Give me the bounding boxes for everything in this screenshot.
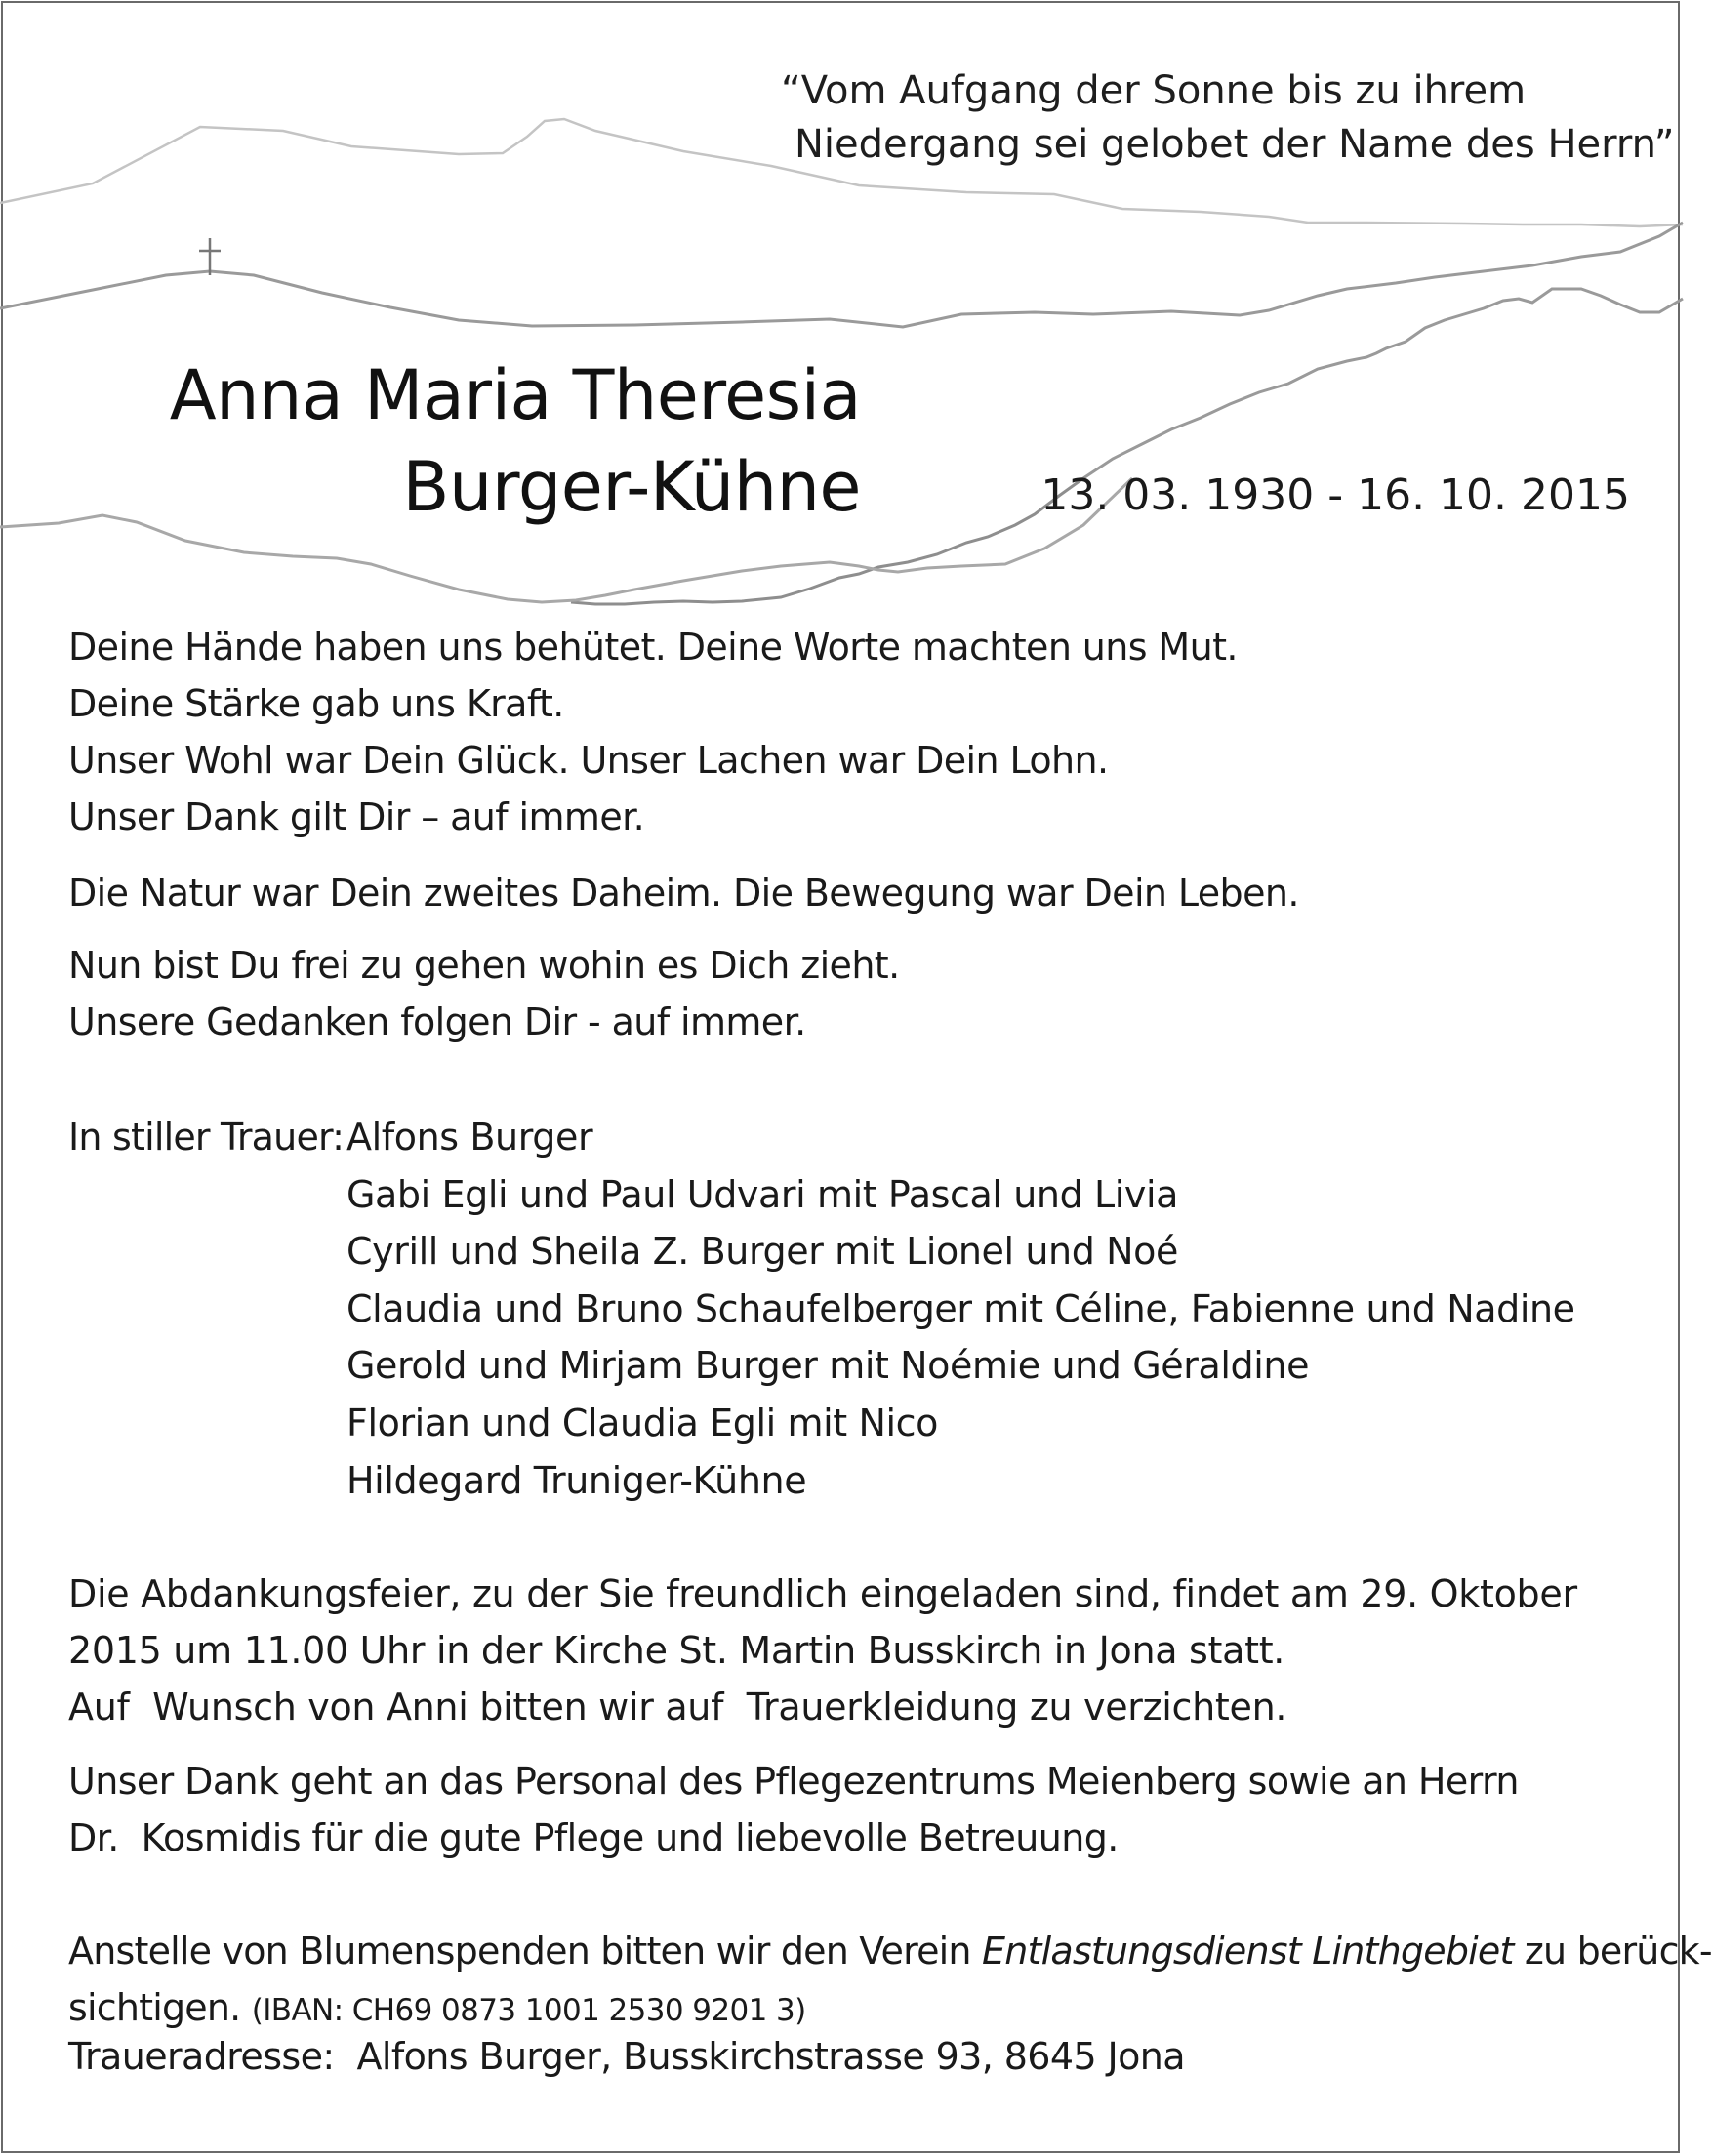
donation-suffix: zu berück- — [1513, 1930, 1712, 1973]
ceremony-line: 2015 um 11.00 Uhr in der Kirche St. Martin Busskirch in Jona statt. — [68, 1629, 1285, 1672]
mourner-entry: Florian und Claudia Egli mit Nico — [346, 1401, 938, 1444]
donation-line-1 — [68, 1923, 1712, 1979]
ridge-line-middle — [0, 223, 1683, 327]
mourners-list — [346, 1109, 1575, 1509]
mourner-entry: Claudia und Bruno Schaufelberger mit Céline, Fabienne und Nadine — [346, 1286, 1575, 1330]
ceremony-paragraph — [68, 1566, 1577, 1735]
verse-line: Unsere Gedanken folgen Dir - auf immer. — [68, 1000, 806, 1043]
ceremony-line: Auf Wunsch von Anni bitten wir auf Trauerkleidung zu verzichten. — [68, 1686, 1287, 1729]
verse-line: Deine Stärke gab uns Kraft. — [68, 682, 564, 725]
deceased-name-line-1: Anna Maria Theresia — [169, 355, 861, 435]
donation-prefix: Anstelle von Blumenspenden bitten wir den Verein — [68, 1930, 982, 1973]
mourner-entry: Hildegard Truniger-Kühne — [346, 1458, 807, 1502]
cross-icon — [199, 238, 221, 275]
mourner-entry: Gerold und Mirjam Burger mit Noémie und Géraldine — [346, 1344, 1310, 1388]
verse-stanza-1 — [68, 619, 1238, 845]
verse-stanza-3 — [68, 937, 900, 1050]
ridge-line-slope-upper — [1083, 289, 1683, 478]
thanks-line: Dr. Kosmidis für die gute Pflege und liebevolle Betreuung. — [68, 1816, 1119, 1859]
mourners-label: In stiller Trauer: — [68, 1116, 345, 1159]
bible-quote-line-2: Niedergang sei gelobet der Name des Herrn” — [795, 122, 1675, 167]
thanks-line: Unser Dank geht an das Personal des Pflegezentrums Meienberg sowie an Herrn — [68, 1760, 1519, 1803]
donation-organisation: Entlastungsdienst Linthgebiet — [982, 1930, 1514, 1973]
verse-line: Nun bist Du frei zu gehen wohin es Dich zieht. — [68, 944, 900, 987]
bible-quote-line-1: “Vom Aufgang der Sonne bis zu ihrem — [781, 68, 1527, 113]
bible-quote — [781, 64, 1675, 172]
deceased-name — [170, 349, 861, 533]
thanks-paragraph — [68, 1753, 1519, 1866]
mourner-entry: Cyrill und Sheila Z. Burger mit Lionel und Noé — [346, 1230, 1178, 1274]
mourner-entry: Alfons Burger — [346, 1116, 593, 1159]
mourner-entry: Gabi Egli und Paul Udvari mit Pascal und Livia — [346, 1172, 1179, 1216]
donation-iban: (IBAN: CH69 0873 1001 2530 9201 3) — [251, 1993, 806, 2028]
verse-stanza-2 — [68, 865, 1299, 921]
verse-line: Die Natur war Dein zweites Daheim. Die Bewegung war Dein Leben. — [68, 872, 1299, 915]
life-dates: 13. 03. 1930 - 16. 10. 2015 — [1040, 470, 1630, 520]
verse-line: Unser Wohl war Dein Glück. Unser Lachen war Dein Lohn. — [68, 739, 1109, 782]
donation-line-2-text: sichtigen. — [68, 1986, 252, 2029]
donation-paragraph — [68, 1923, 1712, 2036]
mourning-address: Traueradresse: Alfons Burger, Busskirchstrasse 93, 8645 Jona — [68, 2035, 1185, 2078]
verse-line: Unser Dank gilt Dir – auf immer. — [68, 795, 645, 838]
ceremony-line: Die Abdankungsfeier, zu der Sie freundlich eingeladen sind, findet am 29. Oktober — [68, 1572, 1577, 1615]
deceased-name-line-2: Burger-Kühne — [402, 447, 861, 527]
verse-line: Deine Hände haben uns behütet. Deine Worte machten uns Mut. — [68, 626, 1238, 669]
